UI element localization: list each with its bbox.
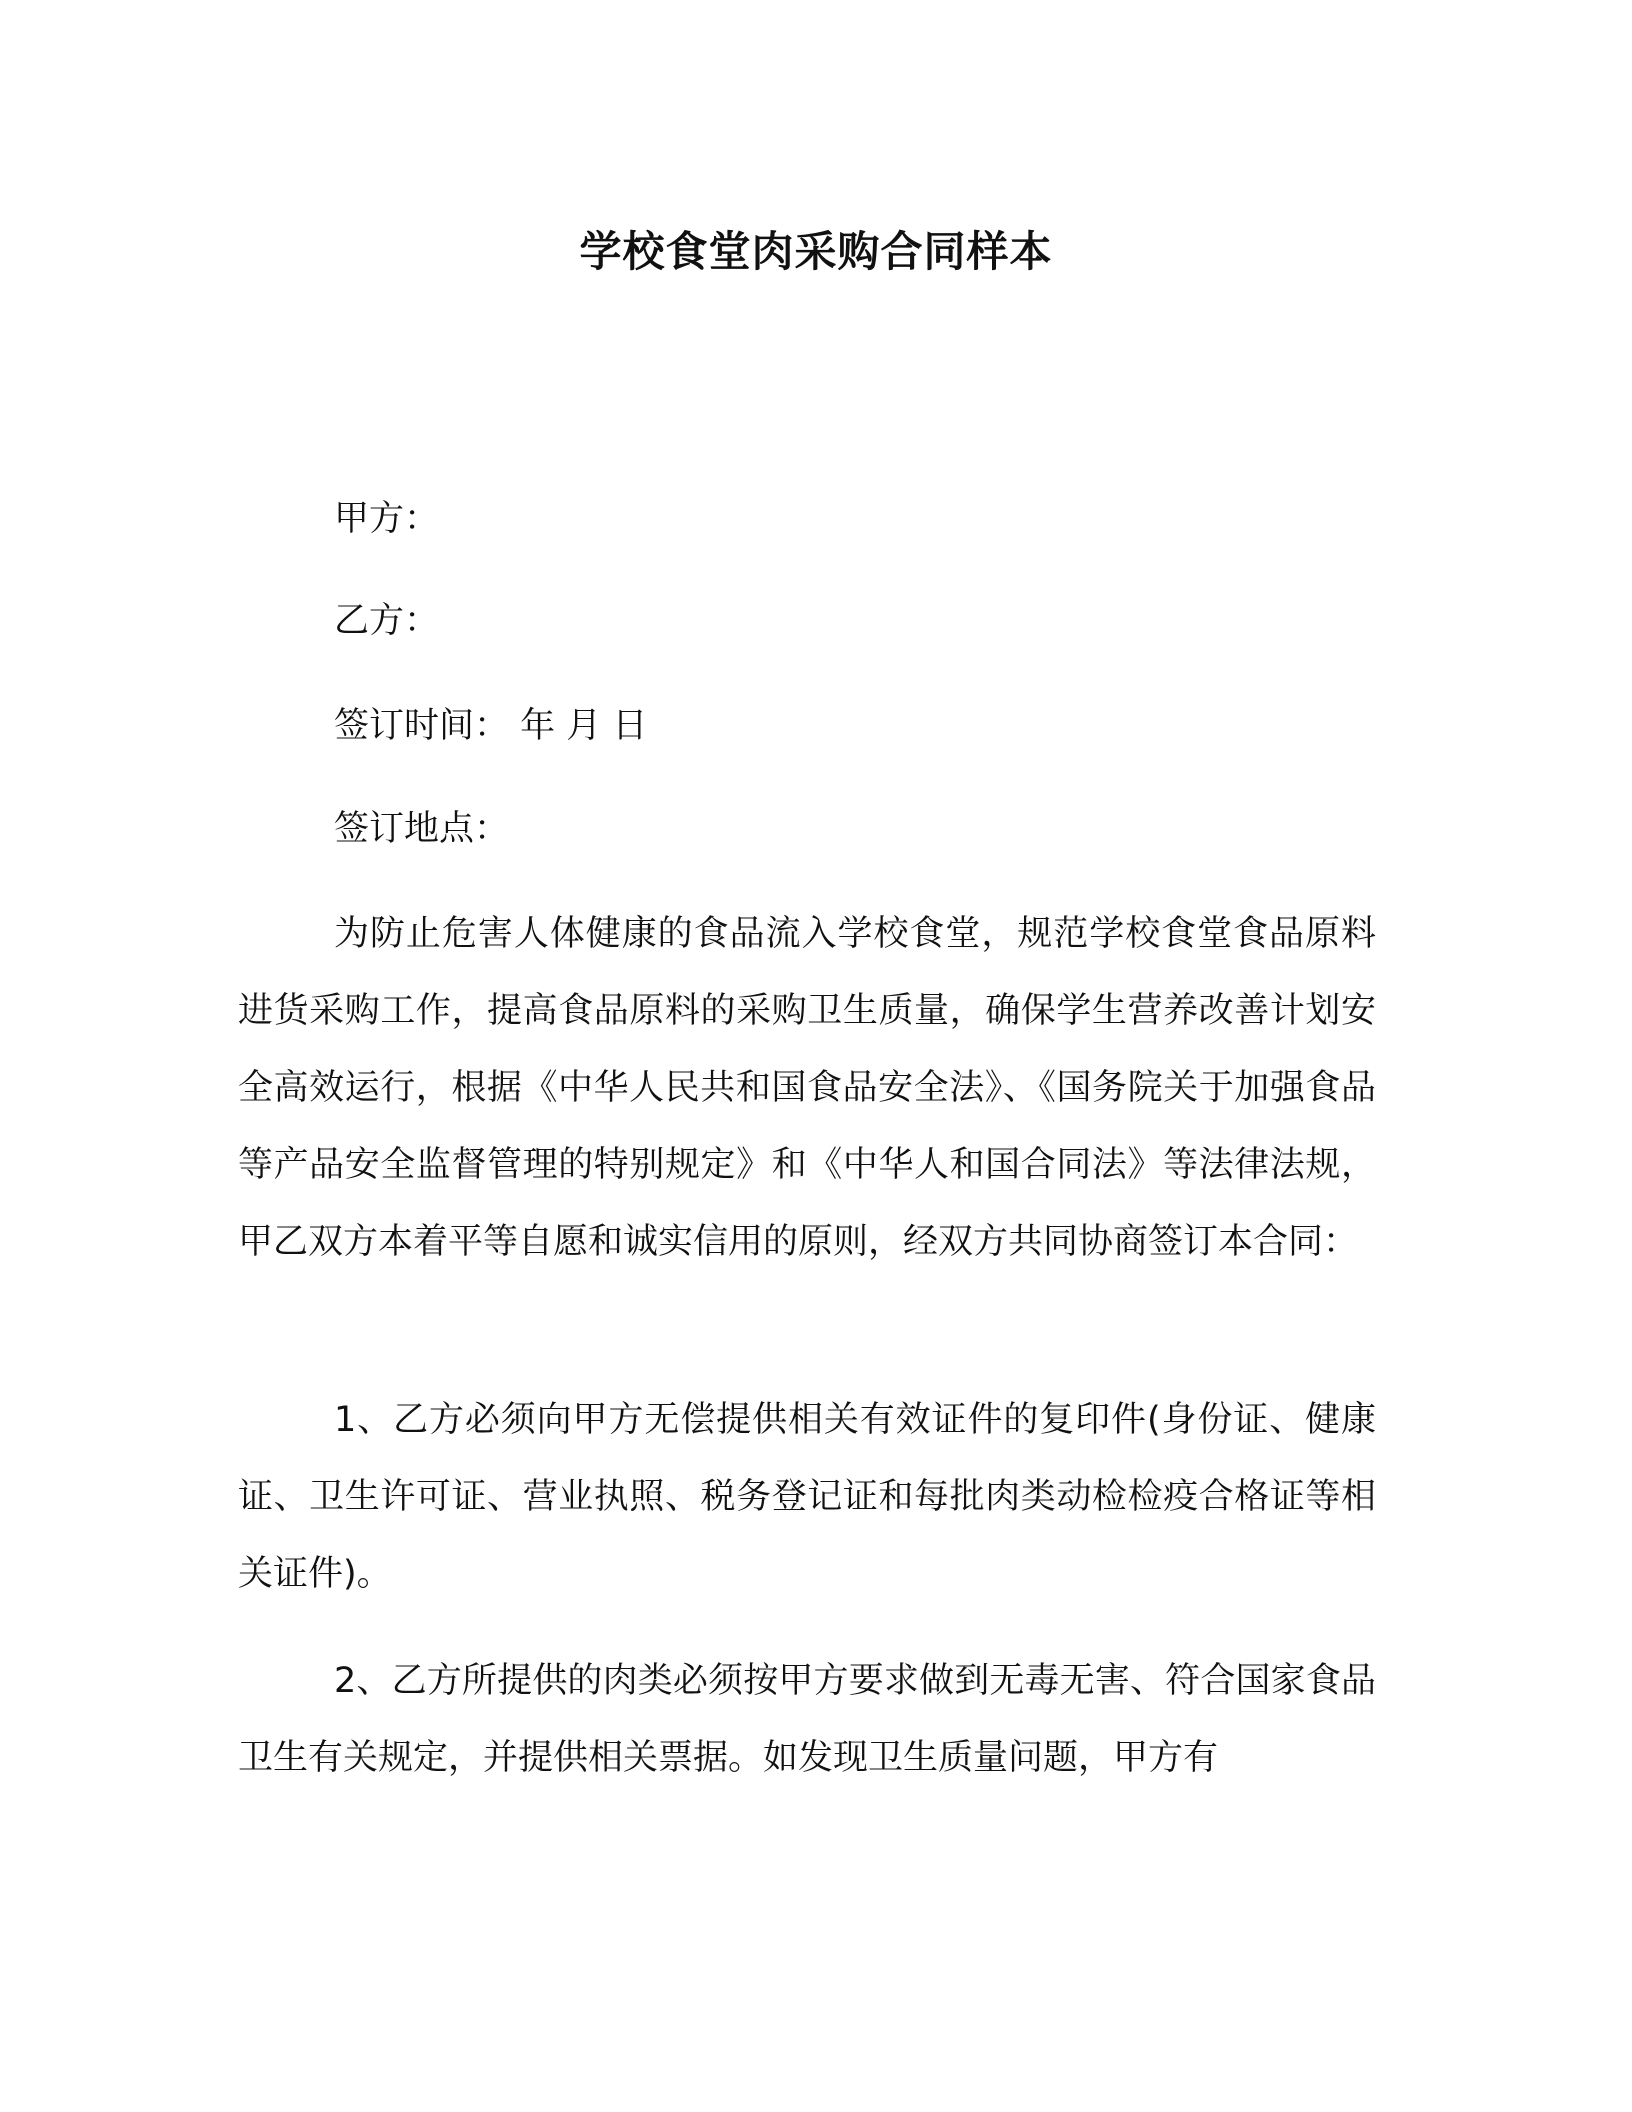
sign-time-field: 签订时间： 年 月 日 [334,706,648,746]
party-a-field: 甲方： [334,499,440,539]
document-title: 学校食堂肉采购合同样本 [579,227,1053,276]
preamble-paragraph: 为防止危害人体健康的食品流入学校食堂，规范学校食堂食品原料进货采购工作，提高食品原料的采购卫生质量，确保学生营养改善计划安全高效运行，根据《中华人民共和国食品安全法》、《国务院关于加强食品等产品安全监督管理的特别规定》和《中华人和国合同法》等法律法规，甲乙双方本着平等自愿和诚实信用的原则，经双方共同协商签订本合同： [238,914,1376,1262]
party-b-field: 乙方： [334,601,440,641]
clause-1-paragraph: 1、乙方必须向甲方无偿提供相关有效证件的复印件(身份证、健康证、卫生许可证、营业执照、税务登记证和每批肉类动检检疫合格证等相关证件)。 [238,1400,1376,1594]
clause-2-paragraph: 2、乙方所提供的肉类必须按甲方要求做到无毒无害、符合国家食品卫生有关规定，并提供相关票据。如发现卫生质量问题，甲方有 [238,1661,1376,1778]
sign-place-field: 签订地点： [334,809,510,849]
